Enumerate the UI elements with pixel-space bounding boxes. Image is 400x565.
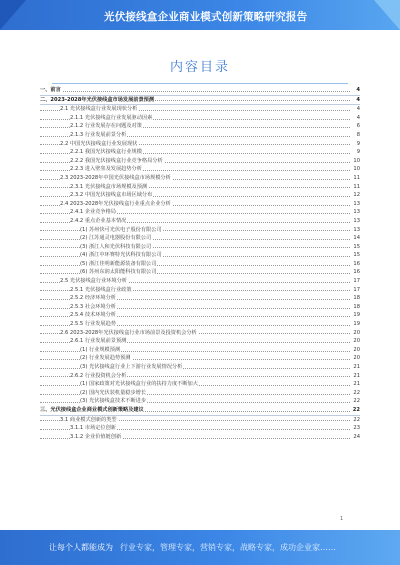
table-of-contents — [40, 86, 360, 441]
toc-entry-page: 13 — [350, 200, 360, 209]
toc-entry-text: 2.4 2023-2028年光伏接线盒行业重点企业分析 — [60, 200, 171, 207]
toc-entry[interactable] — [40, 217, 360, 226]
toc-entry[interactable] — [40, 174, 360, 183]
toc-entry[interactable] — [40, 183, 360, 192]
toc-entry-text: 2.4.2 重点企业基本情况 — [70, 217, 127, 224]
toc-entry-page: 21 — [350, 363, 360, 372]
toc-entry-page: 4 — [350, 96, 360, 105]
toc-entry-page: 10 — [350, 157, 360, 166]
toc-entry-page: 4 — [350, 114, 360, 123]
toc-entry[interactable] — [40, 140, 360, 149]
toc-entry-page: 4 — [350, 86, 360, 95]
toc-entry-page: 13 — [350, 208, 360, 217]
report-title: 光伏接线盒企业商业模式创新策略研究报告 — [104, 11, 308, 23]
toc-entry[interactable] — [40, 268, 360, 277]
toc-entry[interactable] — [40, 260, 360, 269]
toc-entry-page: 18 — [350, 294, 360, 303]
toc-entry-text: (5) 浙江佳明新能源装备有限公司 — [80, 260, 157, 267]
toc-entry-page: 22 — [350, 397, 360, 406]
toc-entry-text: (2) 江苏通灵电器股份有限公司 — [80, 235, 152, 242]
header-decoration-left — [0, 0, 26, 30]
toc-entry[interactable] — [40, 165, 360, 174]
toc-entry-page: 20 — [350, 337, 360, 346]
toc-entry-page: 4 — [350, 105, 360, 114]
toc-entry[interactable] — [40, 286, 360, 295]
toc-entry-page: 6 — [350, 122, 360, 131]
toc-entry[interactable] — [40, 86, 360, 96]
toc-entry[interactable] — [40, 354, 360, 363]
toc-entry[interactable] — [40, 122, 360, 131]
toc-entry-page: 18 — [350, 303, 360, 312]
toc-entry[interactable] — [40, 96, 360, 106]
toc-entry-text: (1) 苏州快可光伏电子股份有限公司 — [80, 226, 162, 233]
toc-entry-text: 三、光伏接线盒企业商业模式创新策略及建议 — [40, 406, 144, 413]
toc-entry-page: 22 — [350, 406, 360, 415]
toc-entry-text: 2.3.1 光伏接线盒市场规模及预测 — [70, 183, 148, 190]
toc-entry-page: 9 — [350, 148, 360, 157]
toc-entry-text: 2.5.4 技术环境分析 — [70, 312, 116, 319]
toc-entry-text: (2) 行业发展趋势预测 — [80, 355, 131, 362]
toc-entry[interactable] — [40, 363, 360, 372]
toc-entry-page: 16 — [350, 268, 360, 277]
toc-entry-text: 2.2.2 我国光伏接线盒行业竞争格局分析 — [70, 157, 163, 164]
toc-entry[interactable] — [40, 433, 360, 442]
dot-leader — [40, 91, 350, 92]
toc-entry-text: 3.1.2 企业价值链创新 — [70, 433, 122, 440]
toc-entry-text: 2.6 2023-2028年光伏接线盒行业市场前景及投资机会分析 — [60, 329, 197, 336]
toc-entry-page: 13 — [350, 226, 360, 235]
toc-entry[interactable] — [40, 131, 360, 140]
toc-entry-page: 24 — [350, 433, 360, 442]
toc-entry[interactable] — [40, 389, 360, 398]
toc-entry-page: 17 — [350, 286, 360, 295]
toc-entry-text: 2.3 2023-2028年中国光伏接线盒市场规模分析 — [60, 174, 171, 181]
toc-entry-text: 2.4.1 企业竞争格局 — [70, 209, 116, 216]
toc-entry-text: 2.2.1 我国光伏接线盒行业规模 — [70, 149, 142, 156]
toc-entry-page: 15 — [350, 243, 360, 252]
toc-entry[interactable] — [40, 191, 360, 200]
toc-entry-page: 16 — [350, 260, 360, 269]
header-decoration-right — [374, 0, 400, 30]
toc-entry-page: 17 — [350, 277, 360, 286]
toc-entry-page: 21 — [350, 372, 360, 381]
toc-entry-page: 8 — [350, 131, 360, 140]
toc-entry[interactable] — [40, 380, 360, 389]
toc-entry[interactable] — [40, 397, 360, 406]
toc-entry-page: 14 — [350, 234, 360, 243]
toc-entry[interactable] — [40, 346, 360, 355]
toc-entry-page: 11 — [350, 174, 360, 183]
toc-entry-page: 23 — [350, 424, 360, 433]
toc-entry[interactable] — [40, 277, 360, 286]
toc-heading: 内容目录 — [169, 60, 230, 75]
toc-entry-text: 二、2023-2028年光伏接线盒市场发展前景预测 — [40, 96, 155, 103]
toc-entry-text: 3.1.1 市场定位创新 — [70, 425, 116, 432]
toc-entry-text: (3) 浙江人和光伏科技有限公司 — [80, 243, 152, 250]
toc-entry-page: 12 — [350, 191, 360, 200]
toc-entry-text: (3) 光伏接线盒技术不断进步 — [80, 398, 147, 405]
toc-entry-text: 2.5.3 社会环境分析 — [70, 303, 116, 310]
toc-entry-page: 22 — [350, 416, 360, 425]
toc-entry-text: (2) 国内光伏装机量稳步增长 — [80, 389, 147, 396]
toc-entry[interactable] — [40, 234, 360, 243]
toc-entry[interactable] — [40, 311, 360, 320]
title-divider — [52, 83, 348, 84]
toc-entry[interactable] — [40, 105, 360, 114]
toc-entry[interactable] — [40, 208, 360, 217]
toc-entry-text: 一、前言 — [40, 87, 61, 93]
toc-entry-text: 2.3.2 中国光伏接线盒市场区域分布 — [70, 192, 153, 199]
toc-entry-text: (1) 国家政策对光伏接线盒行业的扶持力度不断加大 — [80, 381, 198, 388]
toc-entry-text: 2.5.2 经济环境分析 — [70, 295, 116, 302]
toc-entry-page: 20 — [350, 346, 360, 355]
toc-entry-page: 13 — [350, 217, 360, 226]
toc-entry-text: 2.2 中国光伏接线盒行业发展现状 — [60, 140, 138, 147]
toc-entry-text: 3.1 商业模式创新的类型 — [60, 416, 117, 423]
footer-slogan: 让每个人都能成为 — [49, 543, 113, 552]
toc-entry[interactable] — [40, 200, 360, 209]
toc-entry-text: (3) 光伏接线盒行业上下游行业发展情况分析 — [80, 364, 183, 370]
page-number: 1 — [340, 516, 344, 522]
toc-entry-page: 20 — [350, 329, 360, 338]
toc-entry-page: 19 — [350, 311, 360, 320]
toc-entry[interactable] — [40, 416, 360, 425]
toc-entry-text: 2.1.2 行业发展存在问题及对策 — [70, 123, 142, 130]
toc-entry[interactable] — [40, 329, 360, 338]
toc-entry-text: (4) 浙江中环赛特光伏科技有限公司 — [80, 252, 162, 259]
page-footer — [0, 530, 400, 565]
toc-entry[interactable] — [40, 320, 360, 329]
toc-entry-text: 2.5 光伏接线盒行业环境分析 — [60, 278, 127, 285]
toc-entry-page: 11 — [350, 183, 360, 192]
toc-entry[interactable] — [40, 303, 360, 312]
toc-entry-text: 2.6.2 行业投资机会分析 — [70, 372, 127, 379]
toc-entry[interactable] — [40, 114, 360, 123]
page-header — [0, 0, 400, 30]
footer-tagline: 行业专家，管理专家，营销专家，战略专家，成功企业家…… — [120, 543, 336, 552]
toc-entry-page: 19 — [350, 320, 360, 329]
toc-entry-text: 2.5.5 行业发展趋势 — [70, 321, 116, 328]
toc-entry-text: 2.5.1 光伏接线盒行业政策 — [70, 286, 132, 293]
toc-entry-text: 2.1.1 光伏接线盒行业发展驱动因素 — [70, 114, 153, 121]
toc-entry[interactable] — [40, 226, 360, 235]
toc-entry[interactable] — [40, 243, 360, 252]
toc-entry-page: 10 — [350, 165, 360, 174]
toc-entry-page: 9 — [350, 140, 360, 149]
toc-entry-page: 20 — [350, 354, 360, 363]
toc-entry-text: 2.1 光伏接线盒行业发展现状分析 — [60, 106, 138, 113]
toc-entry-text: 2.1.3 行业发展前景分析 — [70, 131, 127, 138]
toc-entry-page: 22 — [350, 389, 360, 398]
toc-entry-text: (1) 行业规模预测 — [80, 346, 121, 353]
toc-entry-text: 2.2.3 进入壁垒及发展趋势分析 — [70, 166, 142, 173]
toc-entry[interactable] — [40, 372, 360, 381]
toc-entry[interactable] — [40, 294, 360, 303]
toc-entry-text: 2.6.1 行业发展前景预测 — [70, 338, 127, 345]
toc-entry[interactable] — [40, 148, 360, 157]
toc-entry-text: (6) 苏州东润太阳能科技有限公司 — [80, 269, 157, 276]
toc-entry[interactable] — [40, 406, 360, 416]
toc-entry[interactable] — [40, 424, 360, 433]
toc-entry[interactable] — [40, 251, 360, 260]
toc-entry[interactable] — [40, 157, 360, 166]
toc-entry[interactable] — [40, 337, 360, 346]
toc-entry-page: 15 — [350, 251, 360, 260]
toc-entry-page: 21 — [350, 380, 360, 389]
